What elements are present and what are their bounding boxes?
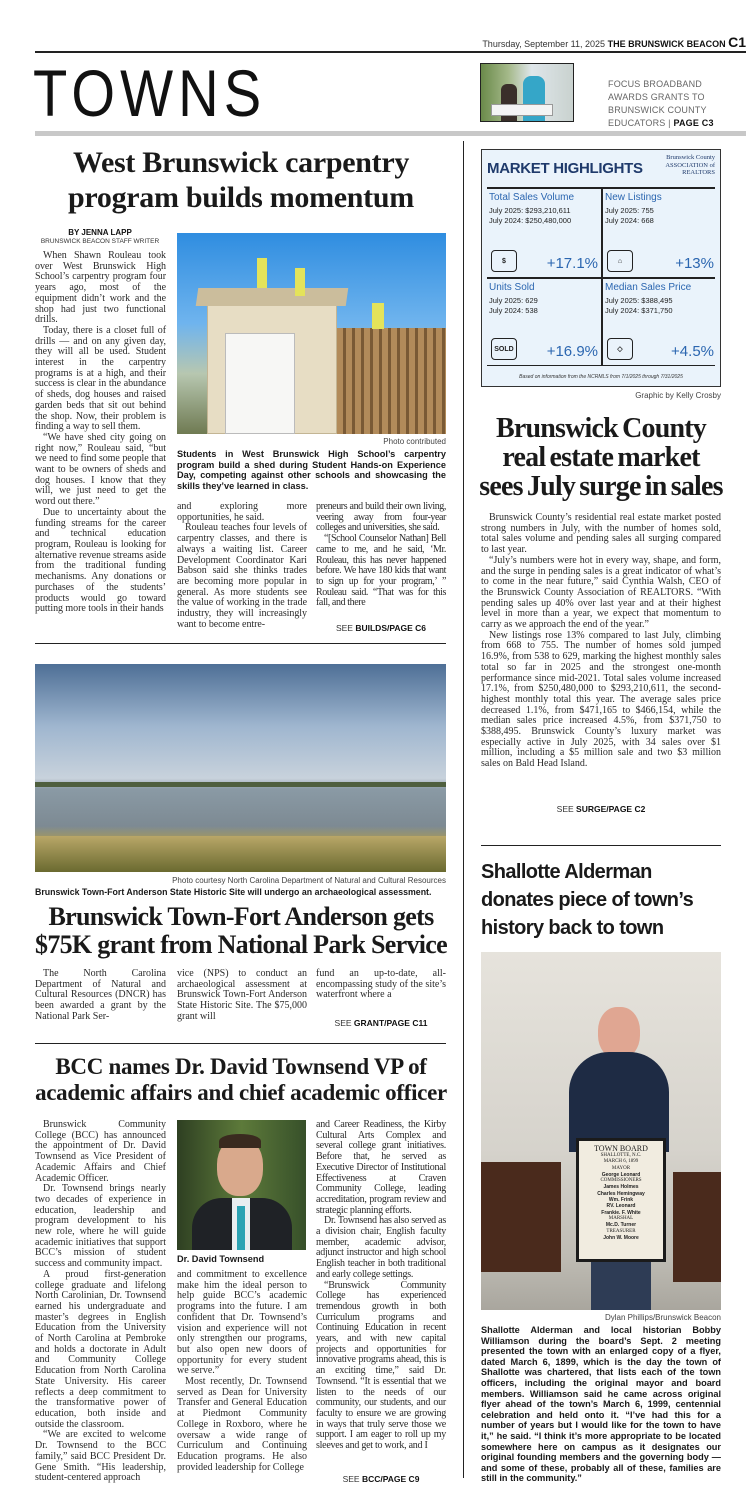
fort-photo-caption: Brunswick Town-Fort Anderson State Historic Site will undergo an archaeological assessment. [35,887,432,897]
fort-headline: Brunswick Town-Fort Anderson gets $75K grant from National Park Service [35,902,447,959]
header-rule [35,51,746,53]
carpentry-jump-link[interactable] [316,623,446,633]
fort-anderson-photo[interactable] [35,664,446,872]
paragraph: Today, there is a closet full of drills — and on any given day, they will all be used. Student interest in the carpentry programs is at a high, and their success is clear in the abundance of sheds, dog houses and raised garden beds that sit out behind the shop. Now, their problem is finding a way to sell them. [35,324,166,433]
header-gray-bar [35,131,746,136]
cell-change: +13% [675,255,714,272]
paragraph: vice (NPS) to conduct an archaeological assessment at Brunswick Town-Fort Anderson State Historic Site. The $75,000 grant will [177,968,307,1022]
shallotte-photo-caption: Shallotte Alderman and local historian Bobby Williamson during the board’s Sept. 2 meeting presented the town with an enlarged copy of a flyer, dated March 6, 1899, which is the day the town of Shallotte was chartered, that lists each of the town officers, including the original mayor and board members. Williamson said he came across original flyer ahead of the town’s March 6, 1999, centennial celebration and held onto it. “I’ve had this for a number of years but I would like for the town to have it,” he said. “I think it’s more appropriate to be located somewhere here on campus as it designates our original founding members and the governing body — and some of these, probably all of these, families are still in the community.” [481,1325,721,1484]
carpentry-column-2 [177,502,307,630]
cell-change: +16.9% [546,343,598,360]
market-cell [603,279,716,364]
fort-column-2 [177,969,307,1023]
market-title: MARKET HIGHLIGHTS [487,160,643,177]
carpentry-headline: West Brunswick carpentry program builds momentum [68,146,414,214]
see-label: SEE [334,1018,352,1028]
bcc-column-1 [35,1120,166,1484]
paragraph: Dr. Townsend brings nearly two decades of experience in education, leadership and program development to his new role, where he will guide academic initiatives that support BCC’s mission of student success and community impact. [35,1183,166,1270]
cell-title: Total Sales Volume [489,192,575,203]
fort-jump-link[interactable] [316,1018,446,1028]
teaser-page: PAGE C3 [673,118,714,128]
section-title: TOWNS [33,56,267,130]
sign-commissioner: Charles Hemingway [597,1190,645,1197]
cell-title: Median Sales Price [605,282,692,293]
column-divider [463,141,464,1478]
icon-label: SOLD [494,345,514,353]
piggy-bank-icon: $ [491,250,517,272]
shallotte-photo[interactable] [481,952,721,1310]
see-label: SEE [556,804,574,814]
carpentry-photo-credit: Photo contributed [383,437,446,446]
house-sign-icon: ⌂ [607,250,633,272]
cell-title: New Listings [605,192,662,203]
jump-page: BUILDS/PAGE C6 [355,623,427,633]
cell-2024: July 2024: 668 [605,216,654,225]
sign-commissioners-label: COMMISSIONERS [600,1178,642,1184]
issue-date: Thursday, September 11, 2025 [482,39,606,49]
market-cell [487,279,600,364]
townsend-photo[interactable] [177,1120,306,1250]
paragraph: “Brunswick Community College has experienced tremendous growth in both Curriculum programs and Continuing Education in recent years, and with new capital projects and opportunities for innovative programs ahead, this is an exciting time,” said Dr. Townsend. “It is essential that we listen to the needs of our community, our students, and our faculty to ensure we are growing in ways that truly serve those we support. I am eager to roll up my sleeves and get to work, and I [316,1279,446,1452]
byline-name: BY JENNA LAPP [68,228,132,237]
cell-2025: July 2025: $293,210,611 [489,206,571,215]
bcc-column-3 [316,1120,446,1452]
carpentry-column-3 [316,502,446,609]
jump-page: SURGE/PAGE C2 [576,804,646,814]
fort-column-3 [316,969,446,1001]
paragraph: “July’s numbers were hot in every way, shape, and form, and the surge in pending sales is a great indicator of what’s to come in the near future,” said Cynthia Walsh, CEO of the Brunswick County Association of REALTORS. “With pending sales up 40% over last year and at their highest level in more than a year, we expect that momentum to carry as we approach the end of the year.” [481,554,721,631]
bcc-column-2 [177,1270,307,1473]
carpentry-column-1 [35,251,166,615]
sign-place: SHALLOTTE, N.C. [600,1153,642,1158]
town-board-sign [576,1138,666,1262]
paragraph: When Shawn Rouleau took over West Brunswick High School’s carpentry program four years ago, most of the equipment didn’t work and the shop had just two functional drills. [35,250,166,326]
sign-mayor: George Leonard [601,1171,641,1178]
jump-page: BCC/PAGE C9 [361,1474,420,1484]
market-cell [487,189,600,276]
cell-2024: July 2024: $250,480,000 [489,216,572,225]
sign-treasurer: John W. Moore [603,1234,639,1241]
teaser-photo[interactable] [480,63,574,122]
cell-2024: July 2024: 538 [489,306,538,315]
sign-commissioner: James Holmes [603,1184,639,1191]
paragraph: fund an up-to-date, all-encompassing study of the site’s waterfront where a [316,968,446,1001]
paragraph: Brunswick Community College (BCC) has announced the appointment of Dr. David Townsend as Vice President of Academic Affairs and Chief Academic Officer. [35,1119,166,1184]
sold-house-icon [491,338,517,360]
market-highlights-graphic [481,149,721,387]
paragraph: and Career Readiness, the Kirby Cultural Arts Complex and several college grant initiatives. Before that, he served as Executive Director of Institutional Effectiveness at Craven Community College, leading accreditation, program review and strategic planning efforts. [316,1119,446,1216]
real-estate-jump-link[interactable] [481,804,721,814]
section-rule [35,643,446,644]
real-estate-body [481,513,721,770]
cell-title: Units Sold [489,282,535,293]
bcc-headline: BCC names Dr. David Townsend VP of academic affairs and chief academic officer [35,1054,447,1105]
cell-change: +4.5% [671,343,714,360]
sign-title: TOWN BOARD [594,1144,648,1153]
realtors-logo: Brunswick County ASSOCIATION of REALTORS [665,154,715,176]
see-label: SEE [335,623,353,633]
byline-role: BRUNSWICK BEACON STAFF WRITER [40,238,160,245]
jump-page: GRANT/PAGE C11 [353,1018,428,1028]
paragraph: and exploring more opportunities, he said. [177,501,307,523]
paragraph: A proud first-generation college graduate and lifelong North Carolinian, Dr. Townsend earned his undergraduate and master’s degrees in English Education from the University of North Carolina at Pembroke and holds a doctorate in Adult and Community College Education from North Carolina State University. His career reflects a deep commitment to the transformative power of education, both inside and outside the classroom. [35,1268,166,1430]
carpentry-photo-caption: Students in West Brunswick High School’s carpentry program build a shed during Student Hands-on Experience Day, competing against other schools and showcasing the skills they’ve learned in class. [177,449,446,491]
sign-commissioner: Frankie. F. White [601,1209,641,1216]
paragraph: The North Carolina Department of Natural and Cultural Resources (DNCR) has been awarded a grant by the National Park Ser- [35,968,166,1022]
paragraph: Brunswick County’s residential real estate market posted strong numbers in July, with the number of homes sold, total sales volume and pending sales all surging compared to last year. [481,512,721,556]
sign-commissioner: Wm. Frink [608,1197,634,1204]
paragraph: Rouleau teaches four levels of carpentry classes, and there is always a waiting list. Career Development Coordinator Kari Babson said she thinks trades are becoming more popular in general. As more students see the value of working in the trade industry, they will increasingly want to become entre- [177,522,307,630]
page-number: C1 [728,34,746,50]
paper-name: THE BRUNSWICK BEACON [607,39,726,49]
sign-date: MARCH 6, 1899 [603,1159,639,1165]
sign-marshal: Mc.D. Turner [605,1222,637,1229]
paragraph: Most recently, Dr. Townsend served as Dean for University Transfer and General Education at Piedmont Community College in Roxboro, where he oversaw a wide range of Curriculum and Continuing Education programs. He also provided leadership for College [177,1376,307,1473]
sign-marshal-label: MARSHAL [608,1215,634,1221]
cell-change: +17.1% [546,255,598,272]
fort-column-1 [35,969,166,1023]
teaser-link[interactable]: FOCUS BROADBAND AWARDS GRANTS TO BRUNSWICK COUNTY EDUCATORS | PAGE C3 [608,79,714,128]
market-footnote: Based on information from the NCRMLS from 7/1/2025 through 7/31/2025 [519,374,683,380]
shallotte-headline: Shallotte Alderman donates piece of town’s history back to town [481,861,694,939]
cell-2024: July 2024: $371,750 [605,306,673,315]
paragraph: preneurs and build their own living, veering away from four-year colleges and universities, she said. [316,501,446,534]
real-estate-headline: Brunswick County real estate market sees July surge in sales [479,413,723,502]
section-rule [35,1043,446,1044]
paragraph: New listings rose 13% compared to last July, climbing from 668 to 755. The number of homes sold jumped 16.9%, from 538 to 629, marking the highest monthly sales total so far in 2025 and the strongest one-month performance since mid-2021. Total sales volume increased 17.1%, from $250,480,000 to $293,210,611, the second-highest monthly total this year. The average sales price decreased 1.1%, from $471,165 to $466,154, while the median sales price increased 4.5%, from $371,750 to $388,495. Brunswick County’s luxury market was especially active in July 2025, with 34 sales over $1 million, including a $5 million sale and two $3 million sales on Bald Head Island. [481,629,721,770]
paragraph: “We are excited to welcome Dr. Townsend to the BCC family,” said BCC President Dr. Gene Smith. “His leadership, student-centered approach [35,1429,166,1484]
paragraph: Dr. Townsend has also served as a division chair, English faculty member, academic advisor, adjunct instructor and high school English teacher in both traditional and early college settings. [316,1215,446,1280]
see-label: SEE [342,1474,360,1484]
section-rule [481,845,721,846]
market-cell [603,189,716,276]
cell-2025: July 2025: 755 [605,206,654,215]
carpentry-photo[interactable] [177,233,446,434]
byline [35,228,165,246]
graphic-credit: Graphic by Kelly Crosby [635,391,721,400]
cell-2025: July 2025: 629 [489,296,538,305]
shallotte-photo-credit: Dylan Phillips/Brunswick Beacon [604,1313,721,1322]
price-tag-icon: ◇ [607,338,633,360]
paragraph: Due to uncertainty about the funding streams for the career and technical education program, Rouleau is looking for alternative revenue streams aside from the traditional funding mechanisms. Any donations or purchases of the students’ products would go toward putting more tools in their hands [35,506,166,615]
sign-treasurer-label: TREASURER [606,1228,636,1234]
bcc-jump-link[interactable] [316,1474,446,1484]
folio-line [482,34,746,50]
teaser-text: FOCUS BROADBAND AWARDS GRANTS TO BRUNSWICK COUNTY EDUCATORS [608,79,707,128]
sign-mayor-label: MAYOR [611,1165,631,1171]
cell-2025: July 2025: $388,495 [605,296,673,305]
townsend-photo-caption: Dr. David Townsend [177,1254,265,1264]
paragraph: and commitment to excellence make him the ideal person to help guide BCC’s academic programs into the future. I am confident that Dr. Townsend’s vision and experience will not only strengthen our programs, but also open new doors of opportunity for every student we serve.” [177,1269,307,1377]
sign-commissioner: RV. Leonard [606,1203,636,1210]
fort-photo-credit: Photo courtesy North Carolina Department of Natural and Cultural Resources [172,876,446,885]
paragraph: “We have shed city going on right now,” Rouleau said, “but we need to find some people that want to be owners of sheds and dog houses. I know that they will, we just need to get the word out there.” [35,431,166,508]
paragraph: “[School Counselor Nathan] Bell came to me, and he said, ‘Mr. Rouleau, this has never happened before. We have 180 kids that want to sign up for your program,’ ” Rouleau said. “That was for this fall, and there [316,533,446,609]
